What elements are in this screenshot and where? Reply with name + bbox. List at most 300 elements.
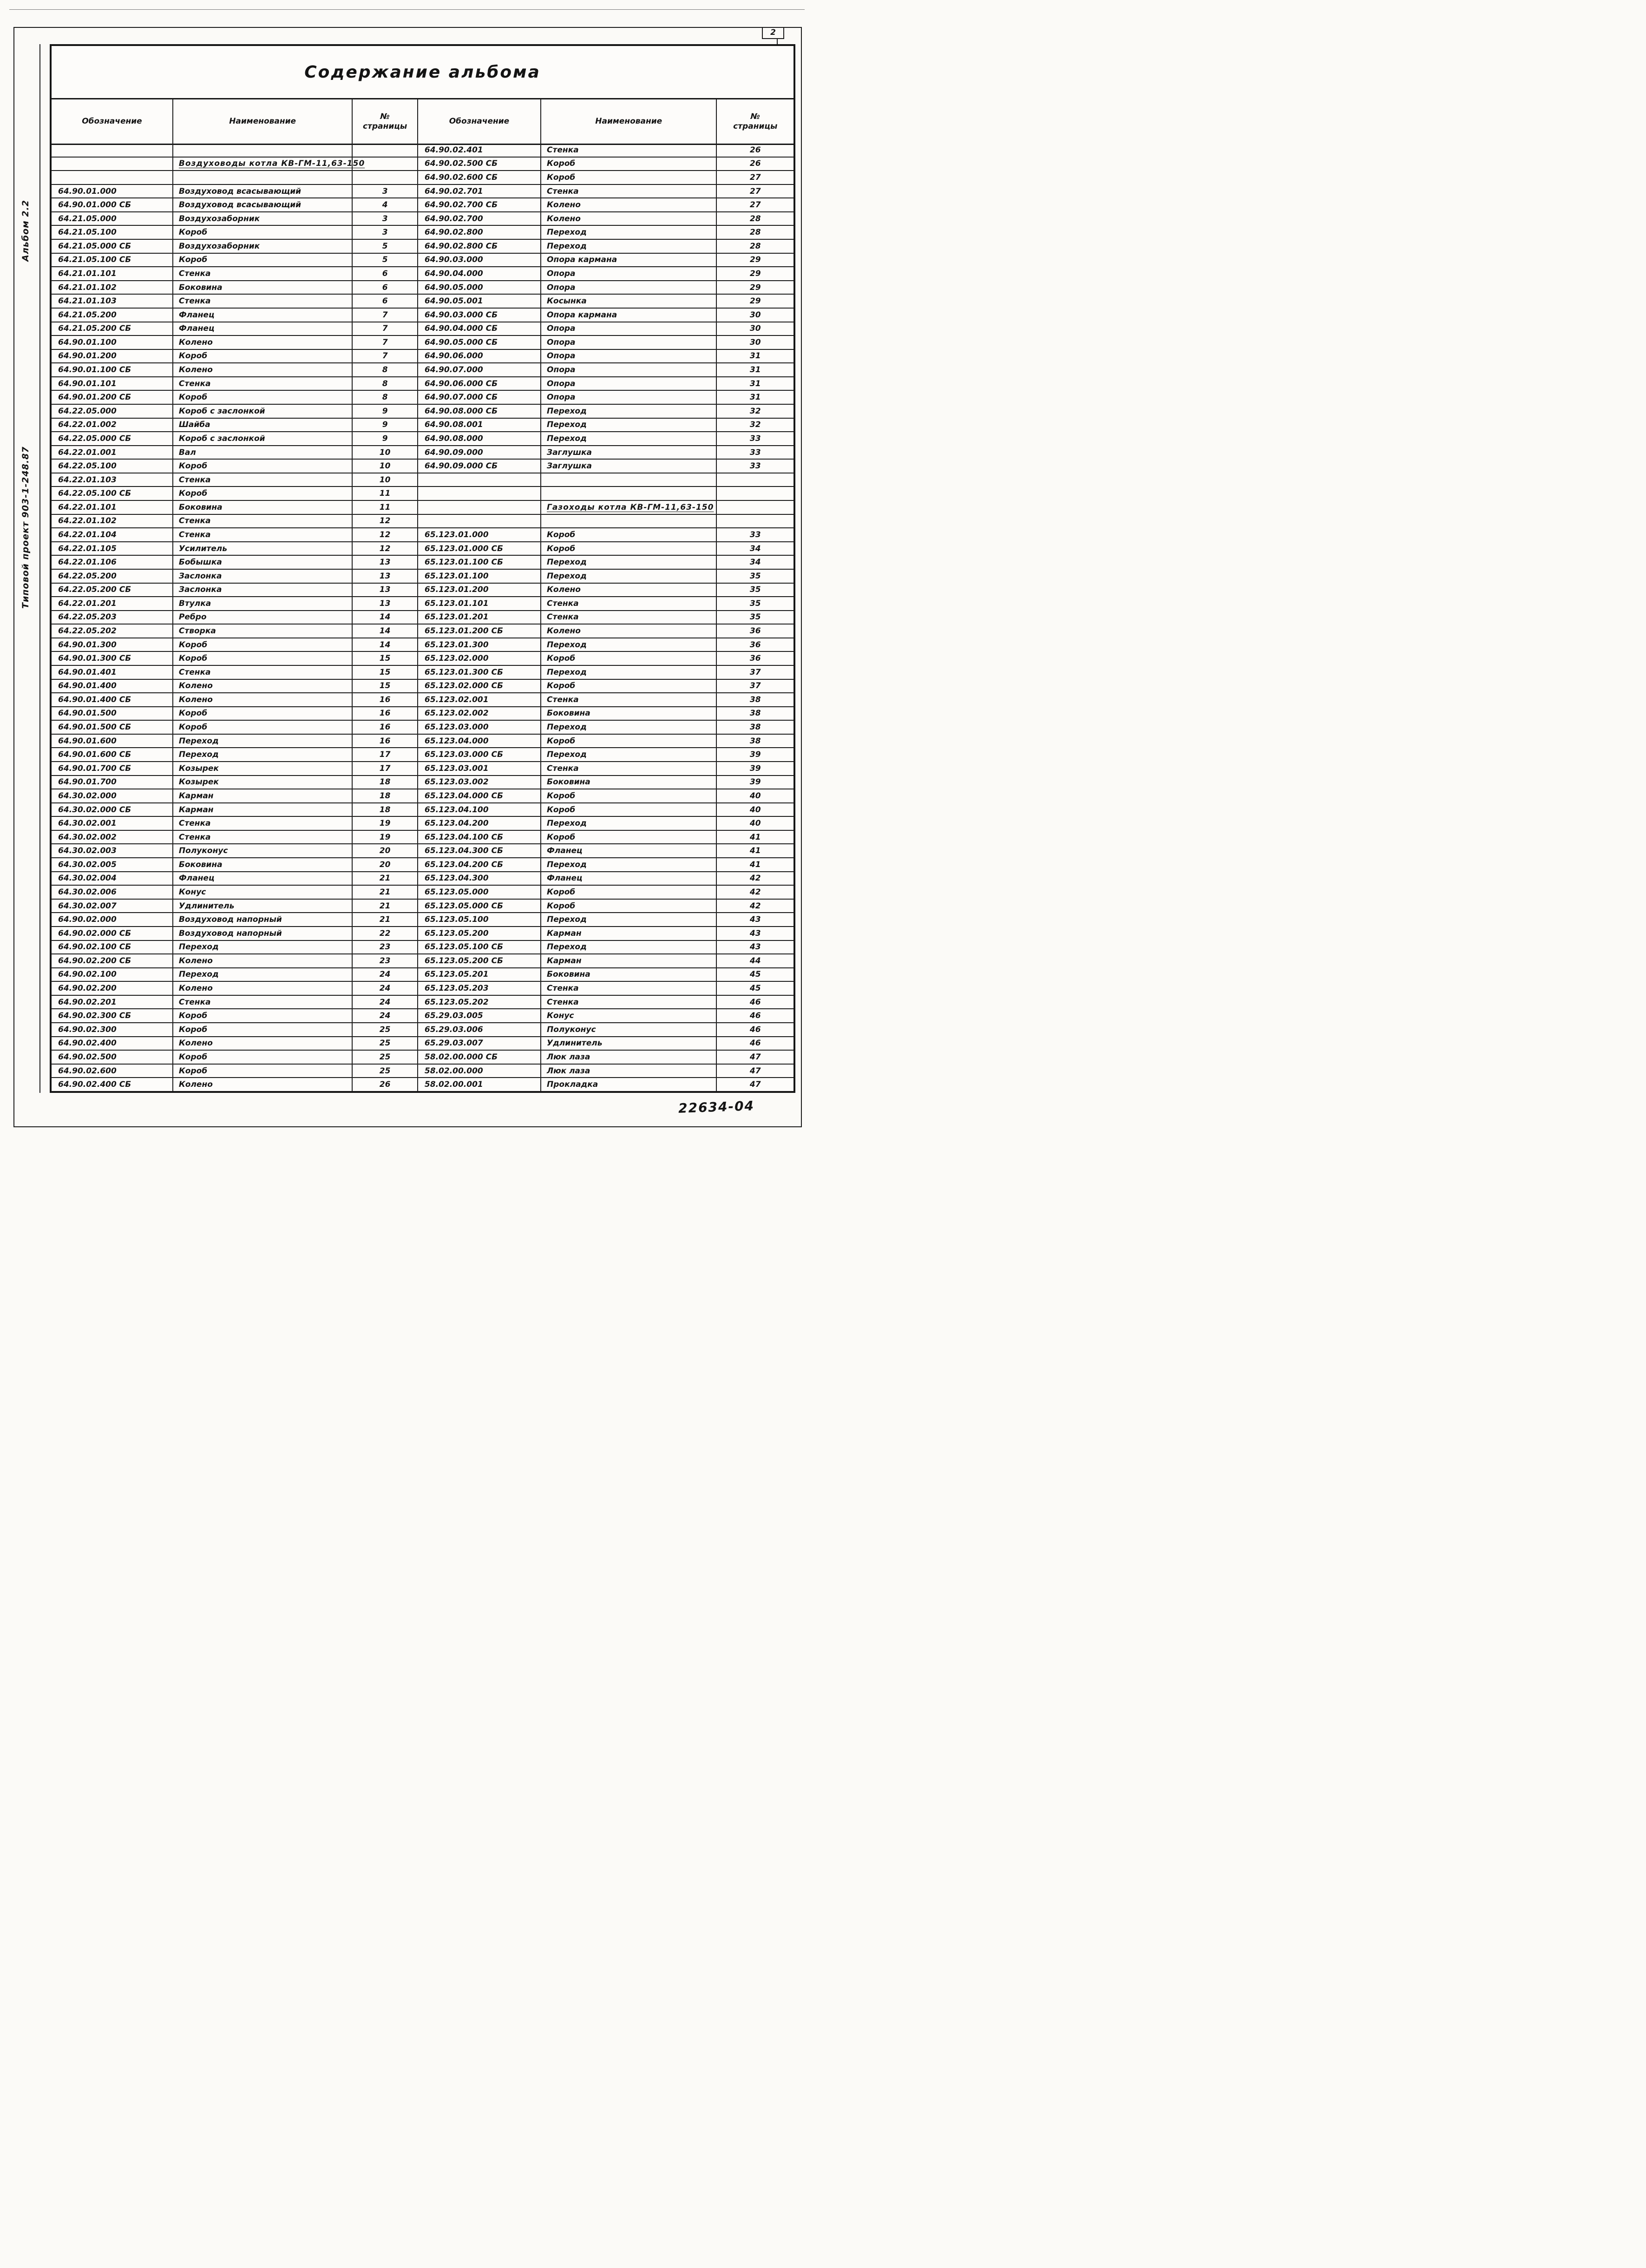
page-cell: 47 [749, 1066, 761, 1076]
name-cell: Короб [173, 226, 353, 239]
designation-cell: 64.22.01.104 [52, 528, 173, 541]
name-cell: Опора [541, 281, 717, 294]
table-row [52, 611, 793, 625]
page-cell: 21 [353, 886, 418, 899]
designation-cell: 65.123.01.000 [418, 528, 541, 541]
name-cell: Короб [541, 803, 717, 816]
page-cell: 20 [353, 844, 418, 857]
name-cell [541, 473, 717, 486]
page-cell: 14 [353, 611, 418, 624]
name-cell: Опора [541, 391, 717, 404]
designation-cell: 65.123.04.200 [418, 817, 541, 830]
designation-cell: 64.30.02.000 [52, 789, 173, 802]
table-row [52, 1078, 793, 1091]
page-cell: 10 [353, 446, 418, 459]
designation-cell: 64.22.01.002 [52, 419, 173, 432]
table-row [52, 267, 793, 281]
designation-cell: 65.123.04.200 СБ [418, 858, 541, 871]
designation-cell: 64.22.01.101 [52, 501, 173, 514]
designation-cell: 65.123.02.001 [418, 693, 541, 706]
table-row [52, 198, 793, 212]
page-cell: 29 [749, 283, 761, 292]
table-row [52, 927, 793, 941]
designation-cell: 64.90.01.401 [52, 666, 173, 679]
designation-cell: 64.22.01.102 [52, 515, 173, 528]
name-cell: Воздухозаборник [173, 240, 353, 253]
name-cell: Вал [173, 446, 353, 459]
designation-cell: 65.123.04.100 [418, 803, 541, 816]
designation-cell: 65.123.04.300 [418, 872, 541, 885]
name-cell: Короб с заслонкой [173, 432, 353, 445]
designation-cell: 64.90.01.100 [52, 336, 173, 349]
designation-cell: 58.02.00.000 [418, 1065, 541, 1078]
name-cell: Колено [173, 693, 353, 706]
designation-cell: 64.90.02.500 [52, 1051, 173, 1064]
table-row [52, 158, 793, 171]
page-cell: 12 [353, 542, 418, 555]
page-cell: 16 [353, 735, 418, 748]
table-row [52, 584, 793, 598]
page-cell: 7 [353, 309, 418, 322]
table-row [52, 363, 793, 377]
table-row [52, 377, 793, 391]
page-cell: 47 [749, 1080, 761, 1090]
designation-cell: 64.21.05.000 СБ [52, 240, 173, 253]
name-cell: Заглушка [541, 446, 717, 459]
page-cell: 19 [353, 831, 418, 844]
page-cell: 42 [749, 874, 761, 883]
header-designation-left: Обозначение [52, 99, 173, 144]
designation-cell: 64.90.02.401 [418, 144, 541, 157]
name-cell: Карман [541, 927, 717, 940]
name-cell: Полуконус [173, 844, 353, 857]
designation-cell: 65.123.01.300 СБ [418, 666, 541, 679]
page-cell: 5 [353, 240, 418, 253]
name-cell: Шайба [173, 419, 353, 432]
sheet-number-box [762, 27, 784, 39]
name-cell: Стенка [173, 473, 353, 486]
name-cell: Переход [541, 570, 717, 583]
designation-cell: 64.90.01.300 [52, 638, 173, 651]
designation-cell: 64.22.01.105 [52, 542, 173, 555]
table-row [52, 693, 793, 707]
name-cell: Короб [173, 487, 353, 500]
table-row [52, 322, 793, 336]
name-cell: Колено [173, 1037, 353, 1050]
table-row [52, 968, 793, 982]
name-cell: Переход [173, 941, 353, 954]
name-cell: Опора [541, 363, 717, 376]
header-name-right: Наименование [541, 99, 717, 144]
designation-cell: 65.123.01.200 СБ [418, 625, 541, 638]
designation-cell: 64.90.08.000 [418, 432, 541, 445]
page-cell: 11 [353, 501, 418, 514]
table-title: Содержание альбома [52, 46, 793, 99]
name-cell: Усилитель [173, 542, 353, 555]
name-cell: Опора [541, 336, 717, 349]
stamp-number: 22634-04 [678, 1098, 755, 1116]
table-row [52, 913, 793, 927]
table-row [52, 707, 793, 721]
designation-cell: 64.90.02.600 [52, 1065, 173, 1078]
name-cell: Короб [173, 391, 353, 404]
designation-cell: 64.90.01.101 [52, 377, 173, 390]
designation-cell: 64.90.04.000 СБ [418, 322, 541, 335]
name-cell: Короб [173, 1065, 353, 1078]
name-cell: Втулка [173, 597, 353, 610]
designation-cell [418, 487, 541, 500]
page-cell: 45 [749, 970, 761, 980]
designation-cell: 64.90.02.300 [52, 1023, 173, 1036]
page-cell [353, 171, 418, 184]
page-cell: 32 [749, 406, 761, 416]
table-row [52, 240, 793, 254]
designation-cell: 64.90.02.000 [52, 913, 173, 926]
designation-cell: 65.29.03.006 [418, 1023, 541, 1036]
page-cell: 39 [749, 777, 761, 787]
table-row [52, 212, 793, 226]
table-row [52, 1023, 793, 1037]
name-cell: Воздуховод напорный [173, 913, 353, 926]
name-cell: Короб [541, 789, 717, 802]
designation-cell: 65.123.05.100 [418, 913, 541, 926]
designation-cell: 65.123.01.000 СБ [418, 542, 541, 555]
page-cell: 25 [353, 1065, 418, 1078]
section-title: Газоходы котла КВ-ГМ-11,63-150 [547, 502, 714, 512]
designation-cell: 64.30.02.004 [52, 872, 173, 885]
name-cell: Козырек [173, 762, 353, 775]
header-page-left [353, 99, 418, 144]
name-cell: Козырек [173, 776, 353, 789]
designation-cell: 64.90.01.400 СБ [52, 693, 173, 706]
name-cell: Короб [541, 900, 717, 913]
page-cell: 5 [353, 254, 418, 267]
table-row [52, 1065, 793, 1078]
page-cell: 13 [353, 584, 418, 597]
table-row [52, 844, 793, 858]
table-row [52, 666, 793, 680]
designation-cell: 64.90.08.001 [418, 419, 541, 432]
page-cell: 21 [353, 872, 418, 885]
designation-cell: 64.90.06.000 [418, 350, 541, 363]
designation-cell: 64.90.01.000 [52, 185, 173, 198]
page-cell: 38 [749, 736, 761, 746]
name-cell: Переход [541, 419, 717, 432]
page-cell: 30 [749, 310, 761, 320]
designation-cell: 64.90.02.200 [52, 982, 173, 995]
name-cell: Переход [541, 405, 717, 418]
designation-cell: 64.22.05.100 СБ [52, 487, 173, 500]
designation-cell: 64.30.02.002 [52, 831, 173, 844]
table-row [52, 817, 793, 831]
name-cell: Опора [541, 377, 717, 390]
table-row [52, 996, 793, 1010]
name-cell: Короб [173, 1009, 353, 1022]
page-cell: 21 [353, 913, 418, 926]
name-cell: Переход [541, 941, 717, 954]
name-cell: Колено [173, 680, 353, 693]
table-row [52, 789, 793, 803]
table-row [52, 954, 793, 968]
name-cell: Короб [541, 680, 717, 693]
table-row [52, 473, 793, 487]
page-cell: 32 [749, 420, 761, 430]
table-row [52, 570, 793, 584]
table-row [52, 501, 793, 515]
name-cell: Колено [173, 1078, 353, 1091]
designation-cell: 64.21.01.102 [52, 281, 173, 294]
page-cell: 43 [749, 942, 761, 952]
designation-cell: 64.22.05.000 [52, 405, 173, 418]
table-row [52, 487, 793, 501]
page-cell [717, 473, 793, 486]
designation-cell: 64.90.07.000 СБ [418, 391, 541, 404]
page-cell: 12 [353, 528, 418, 541]
page-cell: 13 [353, 570, 418, 583]
designation-cell: 65.123.03.000 СБ [418, 748, 541, 761]
name-cell [541, 501, 717, 514]
designation-cell: 64.22.01.201 [52, 597, 173, 610]
page-cell: 41 [749, 832, 761, 842]
name-cell: Боковина [541, 776, 717, 789]
table-row [52, 762, 793, 776]
name-cell: Переход [173, 735, 353, 748]
designation-cell: 64.90.03.000 [418, 254, 541, 267]
name-cell: Переход [541, 638, 717, 651]
name-cell: Конус [173, 886, 353, 899]
designation-cell: 64.90.02.300 СБ [52, 1009, 173, 1022]
page-cell: 35 [749, 585, 761, 595]
designation-cell: 64.90.02.600 СБ [418, 171, 541, 184]
table-row [52, 295, 793, 309]
designation-cell: 64.90.02.400 СБ [52, 1078, 173, 1091]
name-cell: Короб [173, 707, 353, 720]
page-cell: 35 [749, 598, 761, 608]
name-cell: Опора [541, 350, 717, 363]
page-cell [717, 501, 793, 514]
designation-cell: 64.21.05.200 СБ [52, 322, 173, 335]
page-cell: 8 [353, 377, 418, 390]
page-cell: 26 [749, 145, 761, 155]
designation-cell: 65.123.04.100 СБ [418, 831, 541, 844]
page-cell: 23 [353, 941, 418, 954]
page-cell: 21 [353, 900, 418, 913]
name-cell: Заглушка [541, 460, 717, 473]
designation-cell: 64.90.01.300 СБ [52, 652, 173, 665]
designation-cell [52, 171, 173, 184]
name-cell: Опора кармана [541, 309, 717, 322]
table-row [52, 281, 793, 295]
designation-cell: 64.90.02.201 [52, 996, 173, 1009]
table-row [52, 941, 793, 955]
page-cell: 7 [353, 336, 418, 349]
name-cell: Переход [541, 913, 717, 926]
name-cell: Короб [173, 1051, 353, 1064]
table-header-row [52, 99, 793, 145]
designation-cell: 64.90.06.000 СБ [418, 377, 541, 390]
designation-cell [52, 158, 173, 171]
designation-cell: 64.90.07.000 [418, 363, 541, 376]
page-cell: 10 [353, 473, 418, 486]
designation-cell: 64.22.01.106 [52, 556, 173, 569]
designation-cell: 64.90.03.000 СБ [418, 309, 541, 322]
name-cell: Заслонка [173, 584, 353, 597]
table-row [52, 528, 793, 542]
name-cell: Переход [541, 240, 717, 253]
side-label-project: Типовой проект 903-1-248.87 [20, 446, 31, 609]
designation-cell: 65.123.04.000 СБ [418, 789, 541, 802]
side-label-album: Альбом 2.2 [20, 200, 31, 262]
name-cell: Карман [173, 789, 353, 802]
designation-cell: 64.90.05.001 [418, 295, 541, 308]
name-cell [173, 158, 365, 171]
name-cell: Косынка [541, 295, 717, 308]
page-cell: 31 [749, 365, 761, 375]
table-row [52, 542, 793, 556]
name-cell: Стенка [173, 996, 353, 1009]
name-cell: Переход [541, 858, 717, 871]
name-cell: Удлинитель [541, 1037, 717, 1050]
name-cell: Боковина [541, 968, 717, 981]
table-row [52, 254, 793, 268]
page-cell: 27 [749, 172, 761, 182]
page-cell: 3 [353, 212, 418, 225]
designation-cell: 65.123.04.000 [418, 735, 541, 748]
paper-top-edge [9, 9, 805, 10]
sheet-number: 2 [770, 28, 776, 37]
name-cell: Фланец [173, 309, 353, 322]
designation-cell: 64.30.02.000 СБ [52, 803, 173, 816]
designation-cell: 65.123.04.300 СБ [418, 844, 541, 857]
name-cell: Стенка [173, 295, 353, 308]
designation-cell: 65.123.01.100 СБ [418, 556, 541, 569]
name-cell: Короб [173, 652, 353, 665]
table-row [52, 625, 793, 638]
page-cell: 42 [749, 901, 761, 911]
table-row [52, 858, 793, 872]
name-cell: Короб [173, 638, 353, 651]
page-cell: 36 [749, 640, 761, 650]
name-cell: Короб [173, 1023, 353, 1036]
page-cell: 15 [353, 680, 418, 693]
designation-cell: 64.90.01.400 [52, 680, 173, 693]
page-cell: 3 [353, 226, 418, 239]
designation-cell: 64.30.02.001 [52, 817, 173, 830]
name-cell: Карман [541, 954, 717, 967]
name-cell: Короб [541, 652, 717, 665]
designation-cell: 65.123.02.000 [418, 652, 541, 665]
name-cell: Фланец [541, 872, 717, 885]
page-cell: 6 [353, 295, 418, 308]
page-cell: 25 [353, 1023, 418, 1036]
table-row [52, 803, 793, 817]
designation-cell: 64.21.01.103 [52, 295, 173, 308]
page-cell: 29 [749, 296, 761, 306]
designation-cell: 64.22.05.000 СБ [52, 432, 173, 445]
name-cell: Стенка [541, 144, 717, 157]
designation-cell: 64.90.01.600 СБ [52, 748, 173, 761]
frame-inner-line [39, 44, 40, 1093]
page-cell: 27 [749, 200, 761, 210]
designation-cell: 64.90.01.500 [52, 707, 173, 720]
page-cell: 16 [353, 721, 418, 734]
table-row [52, 721, 793, 735]
designation-cell: 65.29.03.007 [418, 1037, 541, 1050]
designation-cell: 64.22.05.203 [52, 611, 173, 624]
designation-cell: 64.21.05.200 [52, 309, 173, 322]
table-row [52, 680, 793, 694]
designation-cell: 64.30.02.005 [52, 858, 173, 871]
name-cell: Короб [541, 735, 717, 748]
page-cell: 17 [353, 762, 418, 775]
designation-cell: 65.123.03.002 [418, 776, 541, 789]
margin-side-label [14, 200, 37, 609]
designation-cell: 64.21.01.101 [52, 267, 173, 280]
designation-cell: 64.90.02.700 [418, 212, 541, 225]
page-cell [353, 158, 418, 171]
name-cell: Короб [541, 528, 717, 541]
page-cell: 6 [353, 281, 418, 294]
name-cell: Короб [541, 886, 717, 899]
designation-cell: 64.90.01.200 СБ [52, 391, 173, 404]
name-cell: Колено [541, 212, 717, 225]
page-cell: 33 [749, 434, 761, 443]
name-cell: Короб [541, 542, 717, 555]
page-cell: 23 [353, 954, 418, 967]
page-cell: 39 [749, 763, 761, 773]
table-row [52, 748, 793, 762]
designation-cell: 65.123.03.000 [418, 721, 541, 734]
table-row [52, 776, 793, 790]
name-cell [173, 144, 353, 157]
designation-cell: 64.21.05.100 [52, 226, 173, 239]
page-cell: 33 [749, 530, 761, 539]
designation-cell: 64.90.09.000 СБ [418, 460, 541, 473]
designation-cell: 64.90.01.500 СБ [52, 721, 173, 734]
designation-cell: 64.90.02.500 СБ [418, 158, 541, 171]
page-cell: 24 [353, 1009, 418, 1022]
page-cell: 45 [749, 984, 761, 993]
name-cell: Боковина [173, 858, 353, 871]
designation-cell: 64.30.02.003 [52, 844, 173, 857]
designation-cell: 64.90.01.600 [52, 735, 173, 748]
name-cell: Переход [541, 556, 717, 569]
page-cell: 31 [749, 379, 761, 388]
header-page-right [717, 99, 793, 144]
page-cell: 27 [749, 186, 761, 196]
name-cell: Колено [173, 336, 353, 349]
name-cell: Опора [541, 322, 717, 335]
designation-cell: 64.30.02.006 [52, 886, 173, 899]
table-row [52, 185, 793, 199]
page-cell: 15 [353, 666, 418, 679]
name-cell: Боковина [173, 281, 353, 294]
name-cell: Переход [541, 748, 717, 761]
table-row [52, 144, 793, 158]
name-cell: Переход [173, 968, 353, 981]
page-cell: 25 [353, 1037, 418, 1050]
designation-cell: 65.123.01.100 [418, 570, 541, 583]
designation-cell: 65.123.05.100 СБ [418, 941, 541, 954]
page-cell: 37 [749, 681, 761, 691]
header-name-left: Наименование [173, 99, 353, 144]
designation-cell: 64.90.02.701 [418, 185, 541, 198]
page-cell: 11 [353, 487, 418, 500]
name-cell [173, 171, 353, 184]
name-cell: Карман [173, 803, 353, 816]
designation-cell: 64.90.02.800 [418, 226, 541, 239]
page-cell: 42 [749, 887, 761, 897]
